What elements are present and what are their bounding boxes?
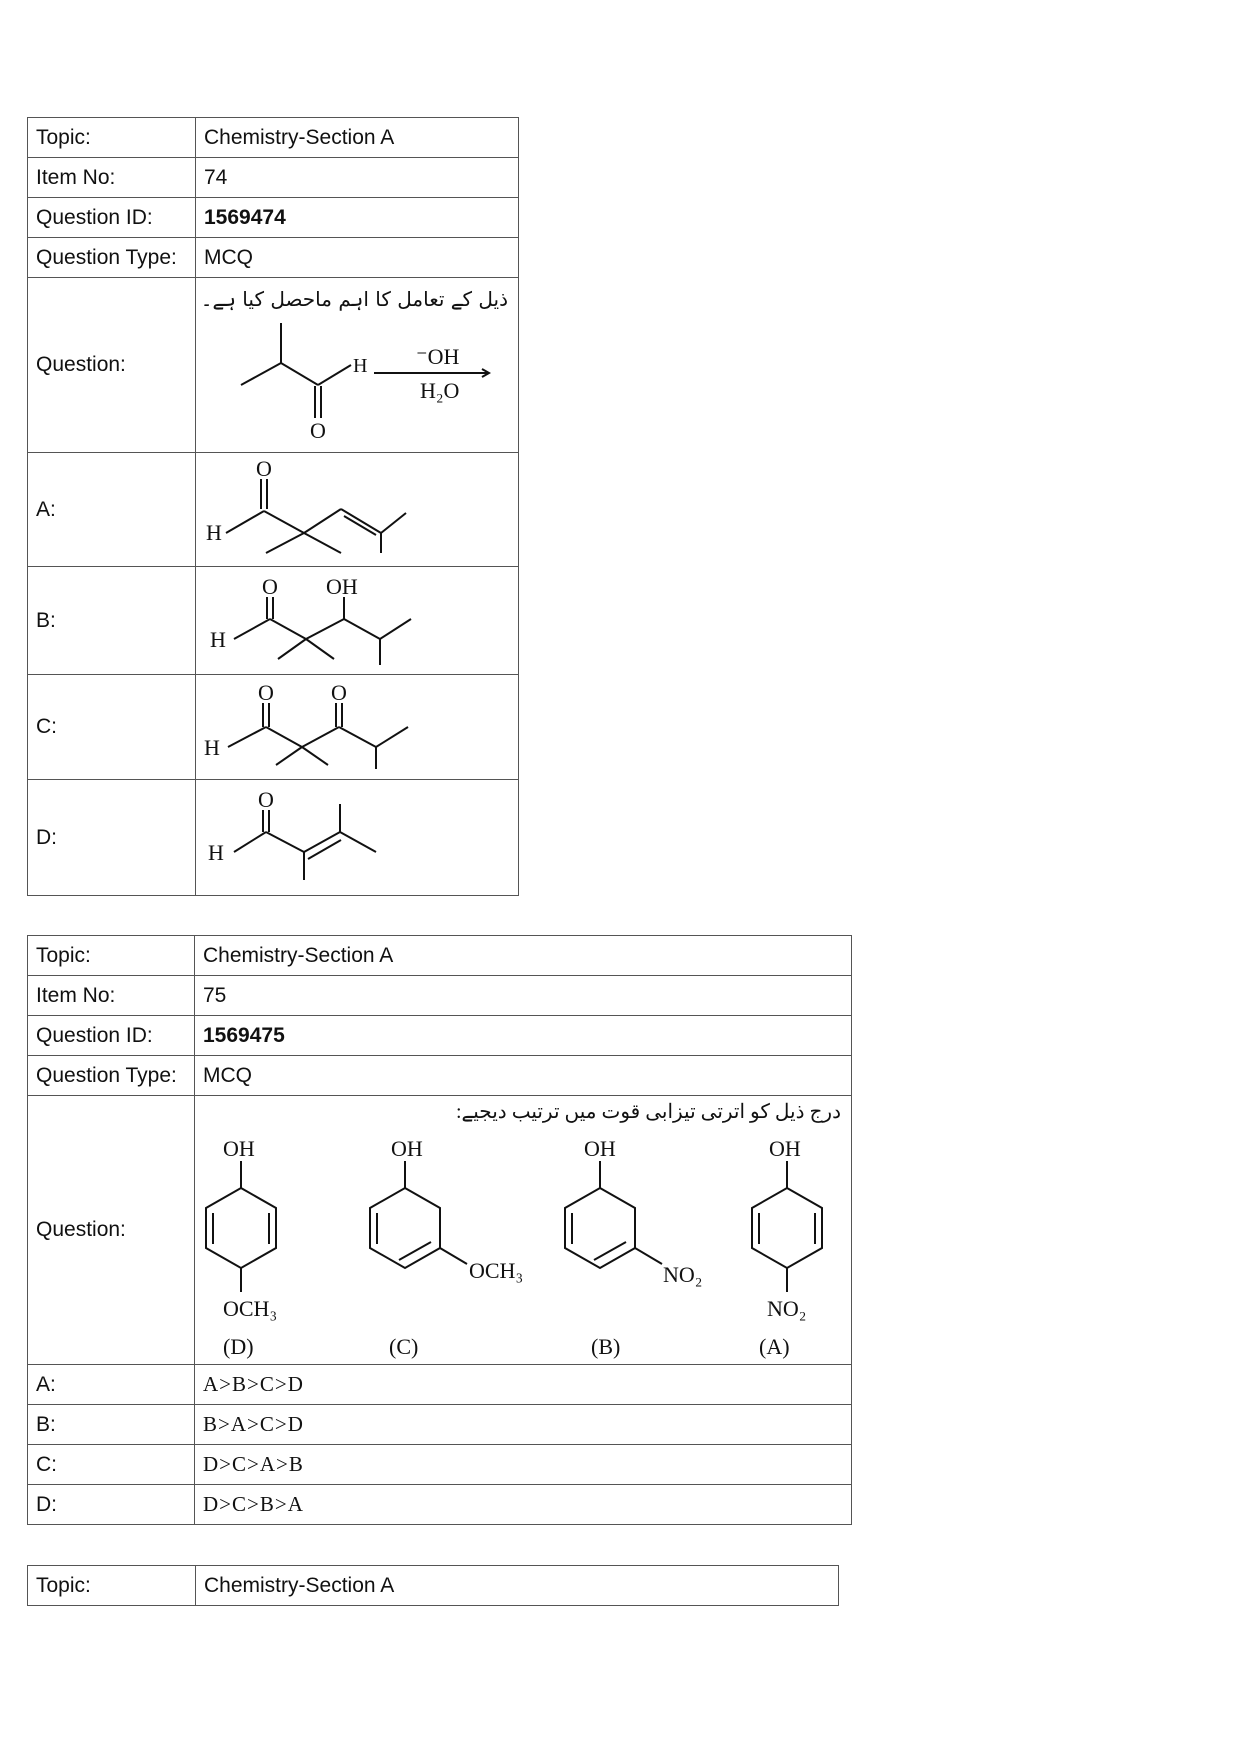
item-no-label: Item No: (28, 976, 195, 1016)
topic-value: Chemistry-Section A (196, 1566, 839, 1606)
atom-h: H (353, 355, 368, 377)
question-type-label: Question Type: (28, 238, 196, 278)
question-id-label: Question ID: (28, 1016, 195, 1056)
option-c-label: C: (28, 675, 196, 780)
item-no-value: 74 (196, 158, 519, 198)
atom-o: O (258, 787, 274, 812)
group-och3: OCH₃ (469, 1258, 524, 1283)
option-b-structure (196, 567, 519, 675)
reagent-water: H₂O (420, 378, 460, 403)
item-no-label: Item No: (28, 158, 196, 198)
option-b-label: B: (28, 1405, 195, 1445)
option-a-text: A>B>C>D (195, 1365, 852, 1405)
question-label: Question: (28, 1096, 195, 1365)
question-id-value: 1569474 (196, 198, 519, 238)
option-d-text: D>C>B>A (195, 1485, 852, 1525)
atom-h: H (210, 627, 226, 652)
atom-h: H (208, 840, 224, 865)
label-d: (D) (223, 1334, 254, 1359)
topic-label: Topic: (28, 1566, 196, 1606)
option-b-label: B: (28, 567, 196, 675)
question-type-value: MCQ (195, 1056, 852, 1096)
option-c-structure (196, 675, 519, 780)
question-table-76 (27, 1565, 839, 1606)
group-och3: OCH₃ (223, 1296, 278, 1321)
question-text-urdu: درج ذیل کو اترتی تیزابی قوت میں ترتیب دیجیے: (456, 1101, 841, 1123)
option-c-text: D>C>A>B (195, 1445, 852, 1485)
topic-label: Topic: (28, 936, 195, 976)
question-figure-75 (195, 1096, 852, 1365)
group-oh: OH (769, 1136, 801, 1161)
atom-o: O (262, 574, 278, 599)
option-a-label: A: (28, 1365, 195, 1405)
item-no-value: 75 (195, 976, 852, 1016)
atom-o: O (258, 680, 274, 705)
option-d-structure (196, 780, 519, 896)
question-text-urdu: ذیل کے تعامل کا اہم ماحصل کیا ہے۔ (200, 287, 508, 311)
atom-oh: OH (326, 574, 358, 599)
question-label: Question: (28, 278, 196, 453)
topic-value: Chemistry-Section A (195, 936, 852, 976)
label-a: (A) (759, 1334, 790, 1359)
group-oh: OH (584, 1136, 616, 1161)
group-oh: OH (391, 1136, 423, 1161)
question-figure-74 (196, 278, 519, 453)
option-d-label: D: (28, 1485, 195, 1525)
question-type-label: Question Type: (28, 1056, 195, 1096)
label-c: (C) (389, 1334, 419, 1359)
question-id-label: Question ID: (28, 198, 196, 238)
group-no2: NO₂ (767, 1296, 807, 1321)
atom-h: H (206, 520, 222, 545)
atom-o: O (310, 418, 326, 443)
question-id-value: 1569475 (195, 1016, 852, 1056)
group-no2: NO₂ (663, 1262, 703, 1287)
question-table-74 (27, 117, 519, 896)
label-b: (B) (591, 1334, 621, 1359)
topic-value: Chemistry-Section A (196, 118, 519, 158)
atom-h: H (204, 735, 220, 760)
question-type-value: MCQ (196, 238, 519, 278)
atom-o: O (256, 456, 272, 481)
option-b-text: B>A>C>D (195, 1405, 852, 1445)
group-oh: OH (223, 1136, 255, 1161)
question-table-75 (27, 935, 852, 1525)
atom-o: O (331, 680, 347, 705)
option-c-label: C: (28, 1445, 195, 1485)
topic-label: Topic: (28, 118, 196, 158)
option-a-label: A: (28, 453, 196, 567)
option-d-label: D: (28, 780, 196, 896)
option-a-structure (196, 453, 519, 567)
reagent-hydroxide: ⁻OH (416, 344, 460, 369)
